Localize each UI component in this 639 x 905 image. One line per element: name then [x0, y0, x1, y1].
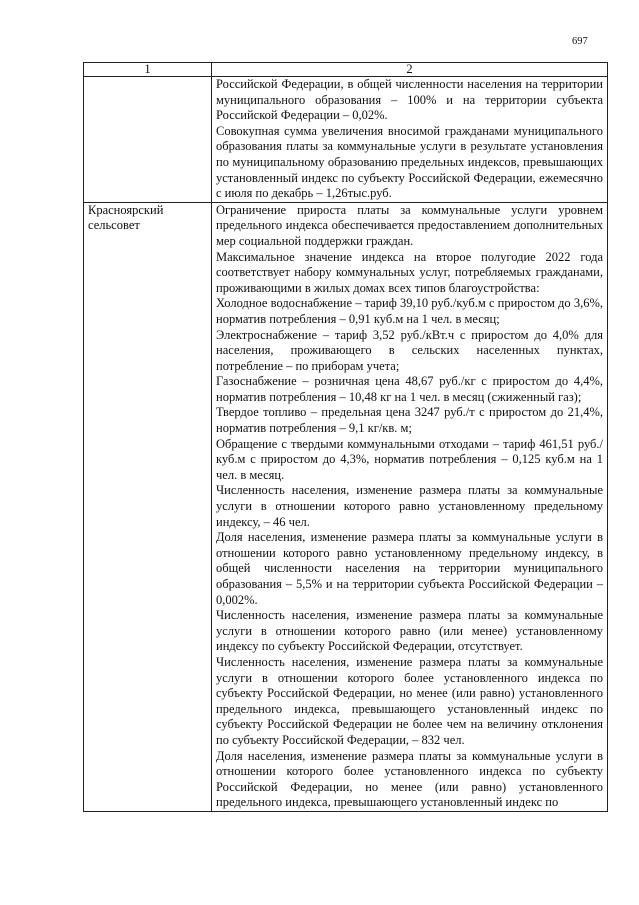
page-number: 697 [572, 36, 588, 47]
paragraph: Российской Федерации, в общей численности населения на территории муниципального образования – 100% и на территории субъекта Российской Федерации – 0,02%. [216, 77, 603, 123]
paragraph: Холодное водоснабжение – тариф 39,10 руб./куб.м с приростом до 3,6%, норматив потребления – 0,91 куб.м на 1 чел. в месяц; [216, 296, 603, 326]
description-cell [212, 77, 608, 203]
paragraph: Доля населения, изменение размера платы за коммунальные услуги в отношении которого более установленного индекса по субъекту Российской Федерации, но менее (или равно) установленного предельного индекса, превышающего установленный индекс по [216, 748, 603, 810]
paragraph: Совокупная сумма увеличения вносимой гражданами муниципального образования платы за коммунальные услуги в результате установления по муниципальному образованию предельных индексов, превышающих установленный индекс по субъекту Российской Федерации, ежемесячно с июля по декабрь – 1,26тыс.руб. [216, 123, 603, 201]
paragraph: Максимальное значение индекса на второе полугодие 2022 года соответствует набору коммунальных услуг, потребляемых гражданами, проживающими в жилых домах всех типов благоустройства: [216, 249, 603, 295]
paragraph: Газоснабжение – розничная цена 48,67 руб./кг с приростом до 4,4%, норматив потребления – 10,48 кг на 1 чел. в месяц (сжиженный газ); [216, 374, 603, 404]
paragraph: Твердое топливо – предельная цена 3247 руб./т с приростом до 21,4%, норматив потребления – 9,1 кг/кв. м; [216, 405, 603, 436]
table-header-row [84, 63, 608, 77]
paragraph: Ограничение прироста платы за коммунальные услуги уровнем предельного индекса обеспечивается предоставлением дополнительных мер социальной поддержки граждан. [216, 202, 603, 248]
table-row [84, 202, 608, 811]
table-row [84, 77, 608, 203]
document-table [83, 62, 608, 812]
paragraph: Доля населения, изменение размера платы за коммунальные услуги в отношении которого равно установленному предельному индексу, в общей численности населения на территории муниципального образования – 5,5% и на территории субъекта Российской Федерации – 0,002%. [216, 530, 603, 607]
municipality-cell [84, 77, 212, 203]
paragraph: Численность населения, изменение размера платы за коммунальные услуги в отношении которого более установленного индекса по субъекту Российской Федерации, но менее (или равно) установленного предельного индекса, превышающего установленный индекс по субъекту Российской Федерации не более чем на величину отклонения по субъекту Российской Федерации, – 832 чел. [216, 654, 603, 747]
paragraph: Обращение с твердыми коммунальными отходами – тариф 461,51 руб./куб.м с приростом до 4,3%, норматив потребления – 0,125 куб.м на 1 чел. в месяц. [216, 436, 603, 482]
column-header-2: 2 [212, 63, 608, 77]
column-header-1: 1 [84, 63, 212, 77]
description-cell [212, 202, 608, 811]
municipality-cell: Красноярский сельсовет [84, 202, 212, 811]
paragraph: Численность населения, изменение размера платы за коммунальные услуги в отношении которого равно (или менее) установленному индексу по субъекту Российской Федерации, отсутствует. [216, 608, 603, 654]
paragraph: Численность населения, изменение размера платы за коммунальные услуги в отношении которого равно установленному предельному индексу, – 46 чел. [216, 483, 603, 529]
paragraph: Электроснабжение – тариф 3,52 руб./кВт.ч с приростом до 4,0% для населения, проживающего в сельских населенных пунктах, потребление – по приборам учета; [216, 327, 603, 373]
